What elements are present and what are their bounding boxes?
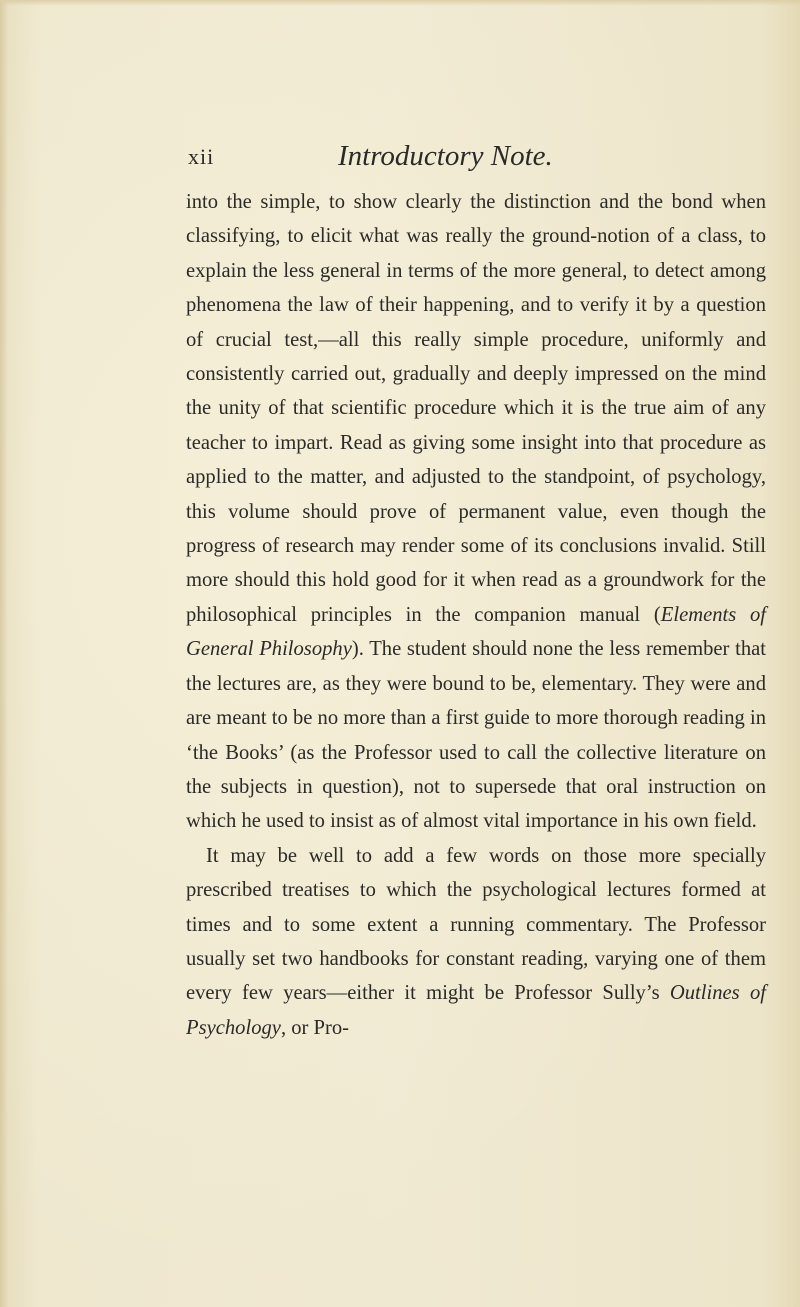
page-header: [188, 140, 608, 174]
page-number: xii: [188, 144, 215, 169]
paragraph-2-text-b: , or Pro-: [280, 1016, 350, 1039]
body-text: [186, 185, 766, 1045]
page-edge-shadow: [0, 0, 8, 1307]
page-top-shadow: [0, 0, 800, 6]
running-head: Introductory Note.: [338, 140, 553, 172]
paragraph-1-text-b: ). The student should none the less remember that the lectures are, as they were bound to be, elementary. They were and are meant to be no more than a first guide to more thorough reading in ‘the Books’ (as the Professor used to call the collective literature on the subjects in question), not to supersede that oral instruction on which he used to insist as of almost vital importance in his own field.: [186, 638, 767, 833]
paragraph-2-text-a: It may be well to add a few words on those more specially prescribed treatises to which the psychological lectures formed at times and to some extent a running commentary. The Professor usually set two handbooks for constant reading, varying one of them every few years—either it might be Professor Sully’s: [186, 844, 766, 1005]
book-title-outlines: Outlines of Psychology: [186, 982, 766, 1039]
paragraph-2: [186, 839, 766, 1045]
book-title-elements: Elements of General Philosophy: [186, 603, 767, 661]
paragraph-1-text-a: into the simple, to show clearly the distinction and the bond when classifying, to elicit what was really the ground-notion of a class, to explain the less general in terms of the more general, to detect among phenomena the law of their happening, and to verify it by a question of crucial test,—all this really simple procedure, uniformly and consistently carried out, gradually and deeply impressed on the mind the unity of that scientific procedure which it is the true aim of any teacher to impart. Read as giving some insight into that procedure as applied to the matter, and adjusted to the standpoint, of psychology, this volume should prove of permanent value, even though the progress of research may render some of its conclusions invalid. Still more should this hold good for it when read as a groundwork for the philosophical principles in the companion manual (: [186, 191, 766, 626]
paragraph-1: [186, 185, 766, 839]
